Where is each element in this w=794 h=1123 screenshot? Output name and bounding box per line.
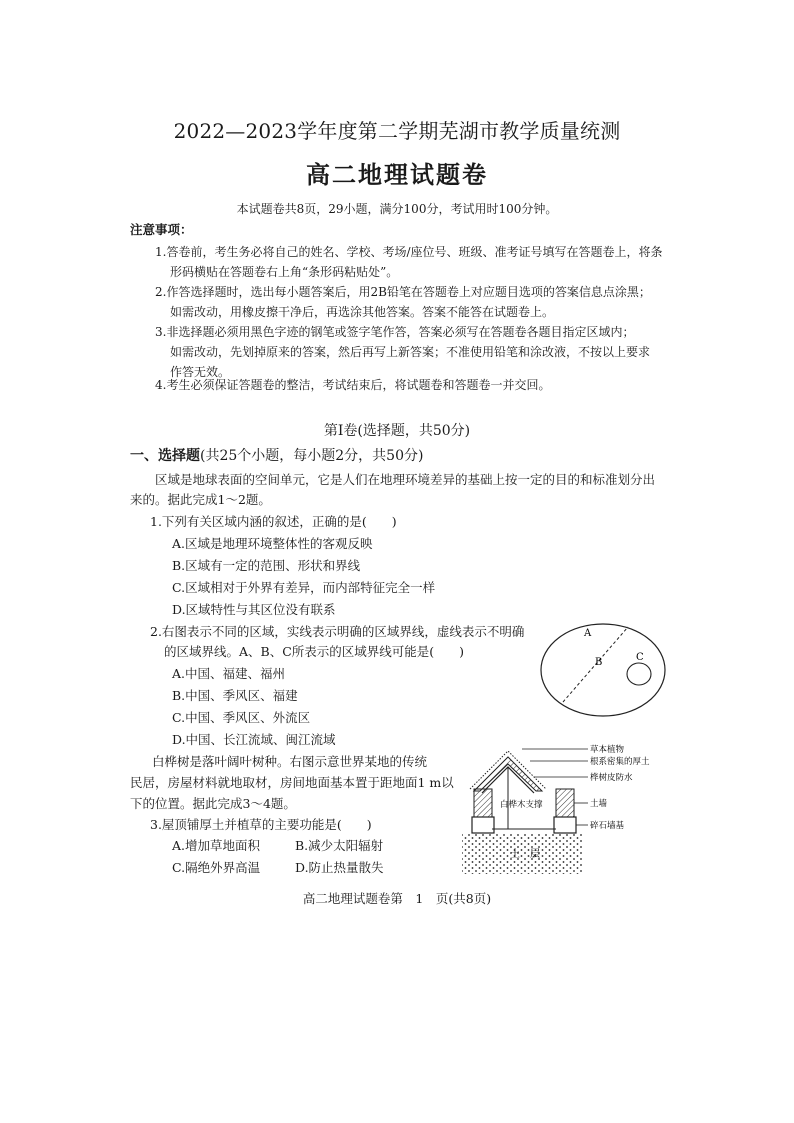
question-1-option: D.区域特性与其区位没有联系 (172, 602, 336, 617)
region-a-boundary (541, 624, 665, 716)
notice-line: 作答无效。 (170, 365, 231, 379)
question-1-option: A.区域是地理环境整体性的客观反映 (172, 536, 373, 551)
question-2-stem: 2.右图表示不同的区域，实线表示明确的区域界线，虚线表示不明确 (150, 624, 525, 639)
label-grass: 草本植物 (590, 745, 625, 755)
label-bark: 桦树皮防水 (590, 773, 633, 783)
label-thick-soil: 根系密集的厚土 (590, 757, 650, 767)
notice-line: 形码横贴在答题卷右上角“条形码粘贴处”。 (170, 265, 399, 279)
question-2-option: D.中国、长江流域、闽江流域 (172, 732, 336, 747)
question-1-option: B.区域有一定的范围、形状和界线 (172, 558, 361, 573)
label-b: B (595, 657, 603, 668)
question-2-option: A.中国、福建、福州 (172, 666, 286, 681)
question-3-option: D.防止热量散失 (295, 860, 384, 875)
passage-line: 白桦树是落叶阔叶树种。右图示意世界某地的传统 (152, 754, 428, 769)
house-diagram (460, 737, 670, 877)
section-title: 第Ⅰ卷(选择题，共50分) (323, 423, 471, 439)
right-stone-base (554, 817, 576, 833)
exam-title: 2022—2023学年度第二学期芜湖市教学质量统测 (173, 119, 621, 143)
exam-subtitle: 高二地理试题卷 (306, 161, 488, 189)
notice-line: 2.作答选择题时，选出每小题答案后，用2B铅笔在答题卷上对应题目选项的答案信息点涂黑； (155, 285, 651, 299)
question-1-option: C.区域相对于外界有差异，而内部特征完全一样 (172, 580, 436, 595)
question-1-stem: 1.下列有关区域内涵的叙述，正确的是( ) (150, 514, 397, 529)
part-title (130, 445, 423, 465)
question-3-option: C.隔绝外界高温 (172, 860, 261, 875)
question-2-option: C.中国、季风区、外流区 (172, 710, 311, 725)
part-title-rest: (共25个小题，每小题2分，共50分) (200, 448, 424, 464)
label-a: A (584, 628, 592, 639)
part-title-bold: 一、选择题 (130, 448, 200, 464)
region-c-boundary (627, 663, 651, 685)
page-footer: 高二地理试题卷第 1 页(共8页) (302, 891, 492, 906)
question-3-option: B.减少太阳辐射 (295, 838, 384, 853)
question-3-stem: 3.屋顶铺厚土并植草的主要功能是( ) (150, 817, 372, 832)
label-c: C (636, 652, 644, 663)
question-2-stem: 的区域界线。A、B、C所表示的区域界线可能是( ) (164, 644, 465, 659)
left-stone-base (472, 817, 494, 833)
notice-line: 如需改动，用橡皮擦干净后，再选涂其他答案。答案不能答在试题卷上。 (170, 305, 555, 319)
passage-line: 民居，房屋材料就地取材，房间地面基本置于距地面1 m以 (130, 775, 454, 790)
label-earth-wall: 土墙 (590, 799, 608, 809)
question-2-option: B.中国、季风区、福建 (172, 688, 298, 703)
label-soil: 土 层 (510, 849, 540, 860)
label-support: 白桦木支撑 (500, 800, 543, 810)
passage-line: 区域是地球表面的空间单元，它是人们在地理环境差异的基础上按一定的目的和标准划分出 (155, 472, 656, 487)
notice-line: 如需改动，先划掉原来的答案，然后再写上新答案；不准使用铅笔和涂改液，不按以上要求 (170, 345, 651, 359)
notice-line: 1.答卷前，考生务必将自己的姓名、学校、考场/座位号、班级、准考证号填写在答题卷上，将条 (155, 245, 663, 259)
passage-line: 下的位置。据此完成3～4题。 (130, 796, 296, 811)
passage-line: 来的。据此完成1～2题。 (130, 492, 271, 507)
label-stone-base: 碎石墙基 (590, 821, 625, 831)
region-diagram (538, 620, 668, 720)
exam-intro: 本试题卷共8页，29小题，满分100分，考试用时100分钟。 (236, 202, 558, 216)
question-3-option: A.增加草地面积 (172, 838, 261, 853)
notice-line: 4.考生必须保证答题卷的整洁，考试结束后，将试题卷和答题卷一并交回。 (155, 378, 551, 392)
notice-line: 3.非选择题必须用黑色字迹的钢笔或签字笔作答，答案必须写在答题卷各题目指定区域内； (155, 325, 635, 339)
notice-title: 注意事项： (130, 222, 193, 237)
